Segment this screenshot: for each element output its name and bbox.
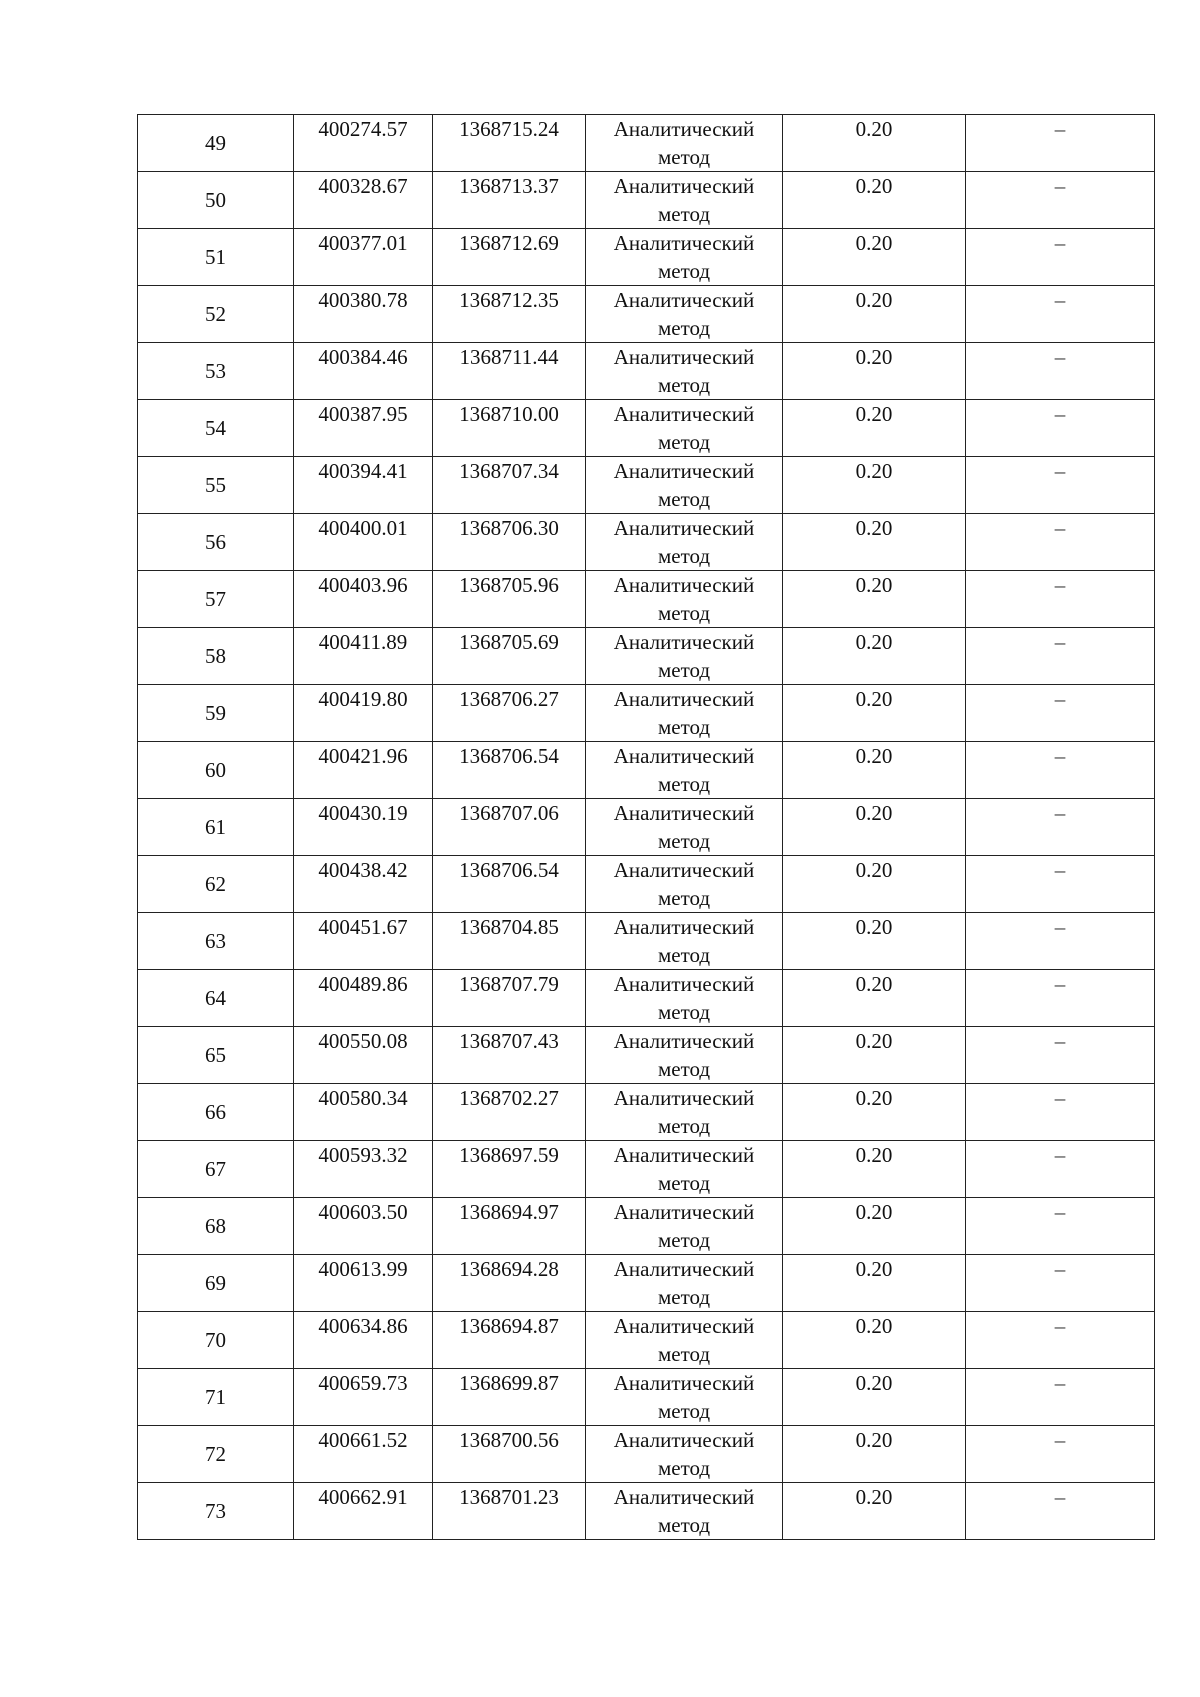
method-line-1: Аналитический [613, 1371, 755, 1395]
point-number-cell: 68 [138, 1198, 294, 1255]
coordinate-x-cell: 400662.91 [294, 1483, 433, 1540]
table-row [138, 1369, 1155, 1426]
method-line-1: Аналитический [613, 1143, 755, 1167]
method-line-2: метод [657, 601, 711, 625]
table-row [138, 514, 1155, 571]
accuracy-cell: 0.20 [783, 571, 966, 628]
table-row [138, 1084, 1155, 1141]
method-cell [586, 1027, 783, 1084]
method-line-2: метод [657, 1057, 711, 1081]
accuracy-cell: 0.20 [783, 1198, 966, 1255]
method-line-1: Аналитический [613, 630, 755, 654]
method-cell [586, 115, 783, 172]
method-line-2: метод [657, 829, 711, 853]
coordinate-x-cell: 400377.01 [294, 229, 433, 286]
note-cell: – [966, 343, 1155, 400]
coordinate-x-cell: 400593.32 [294, 1141, 433, 1198]
accuracy-cell: 0.20 [783, 1141, 966, 1198]
coordinate-y-cell: 1368712.69 [433, 229, 586, 286]
coordinates-table [137, 114, 1155, 1540]
method-line-2: метод [657, 373, 711, 397]
coordinate-y-cell: 1368712.35 [433, 286, 586, 343]
point-number-cell: 56 [138, 514, 294, 571]
coordinate-y-cell: 1368701.23 [433, 1483, 586, 1540]
method-line-2: метод [657, 259, 711, 283]
method-line-1: Аналитический [613, 858, 755, 882]
point-number-cell: 67 [138, 1141, 294, 1198]
accuracy-cell: 0.20 [783, 1084, 966, 1141]
accuracy-cell: 0.20 [783, 1426, 966, 1483]
note-cell: – [966, 1255, 1155, 1312]
point-number-cell: 49 [138, 115, 294, 172]
point-number-cell: 55 [138, 457, 294, 514]
table-row [138, 1312, 1155, 1369]
method-cell [586, 685, 783, 742]
table-row [138, 115, 1155, 172]
coordinate-y-cell: 1368699.87 [433, 1369, 586, 1426]
table-row [138, 457, 1155, 514]
method-line-2: метод [657, 487, 711, 511]
method-line-1: Аналитический [613, 231, 755, 255]
method-cell [586, 970, 783, 1027]
method-cell [586, 457, 783, 514]
coordinate-x-cell: 400411.89 [294, 628, 433, 685]
method-line-1: Аналитический [613, 1257, 755, 1281]
coordinate-x-cell: 400634.86 [294, 1312, 433, 1369]
method-line-1: Аналитический [613, 972, 755, 996]
coordinate-x-cell: 400550.08 [294, 1027, 433, 1084]
method-line-1: Аналитический [613, 1428, 755, 1452]
coordinate-y-cell: 1368711.44 [433, 343, 586, 400]
coordinate-x-cell: 400380.78 [294, 286, 433, 343]
method-line-2: метод [657, 772, 711, 796]
accuracy-cell: 0.20 [783, 685, 966, 742]
method-line-2: метод [657, 886, 711, 910]
note-cell: – [966, 1027, 1155, 1084]
table-row [138, 742, 1155, 799]
accuracy-cell: 0.20 [783, 1255, 966, 1312]
point-number-cell: 65 [138, 1027, 294, 1084]
method-cell [586, 1312, 783, 1369]
accuracy-cell: 0.20 [783, 913, 966, 970]
point-number-cell: 57 [138, 571, 294, 628]
note-cell: – [966, 1198, 1155, 1255]
table-row [138, 400, 1155, 457]
method-cell [586, 400, 783, 457]
accuracy-cell: 0.20 [783, 1369, 966, 1426]
method-line-1: Аналитический [613, 915, 755, 939]
method-cell [586, 1426, 783, 1483]
table-row [138, 970, 1155, 1027]
accuracy-cell: 0.20 [783, 856, 966, 913]
coordinate-y-cell: 1368707.06 [433, 799, 586, 856]
table-row [138, 172, 1155, 229]
method-line-1: Аналитический [613, 744, 755, 768]
point-number-cell: 61 [138, 799, 294, 856]
point-number-cell: 53 [138, 343, 294, 400]
method-line-1: Аналитический [613, 345, 755, 369]
method-cell [586, 913, 783, 970]
method-cell [586, 742, 783, 799]
point-number-cell: 70 [138, 1312, 294, 1369]
method-line-2: метод [657, 316, 711, 340]
table-row [138, 286, 1155, 343]
coordinate-y-cell: 1368697.59 [433, 1141, 586, 1198]
method-cell [586, 856, 783, 913]
method-line-2: метод [657, 1171, 711, 1195]
coordinate-y-cell: 1368694.87 [433, 1312, 586, 1369]
point-number-cell: 51 [138, 229, 294, 286]
table-row [138, 913, 1155, 970]
coordinate-y-cell: 1368694.28 [433, 1255, 586, 1312]
coordinate-x-cell: 400328.67 [294, 172, 433, 229]
table-row [138, 1255, 1155, 1312]
note-cell: – [966, 400, 1155, 457]
point-number-cell: 73 [138, 1483, 294, 1540]
table-row [138, 799, 1155, 856]
method-cell [586, 1483, 783, 1540]
method-line-2: метод [657, 202, 711, 226]
method-line-1: Аналитический [613, 687, 755, 711]
note-cell: – [966, 172, 1155, 229]
table-row [138, 856, 1155, 913]
method-cell [586, 1369, 783, 1426]
coordinate-y-cell: 1368707.79 [433, 970, 586, 1027]
coordinates-table-body [138, 115, 1155, 1540]
method-line-2: метод [657, 1456, 711, 1480]
coordinate-x-cell: 400400.01 [294, 514, 433, 571]
method-line-2: метод [657, 658, 711, 682]
method-cell [586, 1141, 783, 1198]
point-number-cell: 60 [138, 742, 294, 799]
accuracy-cell: 0.20 [783, 115, 966, 172]
coordinate-x-cell: 400419.80 [294, 685, 433, 742]
coordinate-x-cell: 400274.57 [294, 115, 433, 172]
note-cell: – [966, 286, 1155, 343]
method-cell [586, 514, 783, 571]
coordinate-y-cell: 1368702.27 [433, 1084, 586, 1141]
coordinate-x-cell: 400661.52 [294, 1426, 433, 1483]
method-cell [586, 286, 783, 343]
method-cell [586, 343, 783, 400]
note-cell: – [966, 229, 1155, 286]
note-cell: – [966, 1483, 1155, 1540]
point-number-cell: 59 [138, 685, 294, 742]
method-line-2: метод [657, 1114, 711, 1138]
coordinate-x-cell: 400603.50 [294, 1198, 433, 1255]
method-line-2: метод [657, 1513, 711, 1537]
coordinate-y-cell: 1368710.00 [433, 400, 586, 457]
table-row [138, 1426, 1155, 1483]
method-line-1: Аналитический [613, 573, 755, 597]
method-line-2: метод [657, 430, 711, 454]
coordinate-y-cell: 1368694.97 [433, 1198, 586, 1255]
note-cell: – [966, 571, 1155, 628]
note-cell: – [966, 1426, 1155, 1483]
note-cell: – [966, 115, 1155, 172]
method-cell [586, 1084, 783, 1141]
accuracy-cell: 0.20 [783, 970, 966, 1027]
accuracy-cell: 0.20 [783, 742, 966, 799]
method-line-1: Аналитический [613, 1200, 755, 1224]
method-cell [586, 571, 783, 628]
method-cell [586, 1255, 783, 1312]
method-cell [586, 229, 783, 286]
coordinate-y-cell: 1368706.54 [433, 856, 586, 913]
accuracy-cell: 0.20 [783, 799, 966, 856]
method-line-2: метод [657, 544, 711, 568]
note-cell: – [966, 799, 1155, 856]
coordinate-y-cell: 1368707.43 [433, 1027, 586, 1084]
coordinate-y-cell: 1368704.85 [433, 913, 586, 970]
note-cell: – [966, 856, 1155, 913]
method-line-2: метод [657, 1000, 711, 1024]
coordinate-y-cell: 1368700.56 [433, 1426, 586, 1483]
method-line-2: метод [657, 145, 711, 169]
note-cell: – [966, 457, 1155, 514]
table-row [138, 1198, 1155, 1255]
accuracy-cell: 0.20 [783, 1483, 966, 1540]
coordinate-y-cell: 1368713.37 [433, 172, 586, 229]
method-cell [586, 799, 783, 856]
method-line-1: Аналитический [613, 801, 755, 825]
coordinate-x-cell: 400387.95 [294, 400, 433, 457]
coordinate-y-cell: 1368707.34 [433, 457, 586, 514]
method-cell [586, 628, 783, 685]
point-number-cell: 71 [138, 1369, 294, 1426]
coordinate-x-cell: 400430.19 [294, 799, 433, 856]
note-cell: – [966, 628, 1155, 685]
coordinate-y-cell: 1368706.54 [433, 742, 586, 799]
method-line-1: Аналитический [613, 288, 755, 312]
note-cell: – [966, 685, 1155, 742]
coordinate-x-cell: 400403.96 [294, 571, 433, 628]
note-cell: – [966, 514, 1155, 571]
coordinate-y-cell: 1368706.30 [433, 514, 586, 571]
coordinate-x-cell: 400489.86 [294, 970, 433, 1027]
table-row [138, 1483, 1155, 1540]
accuracy-cell: 0.20 [783, 343, 966, 400]
method-cell [586, 172, 783, 229]
coordinate-y-cell: 1368705.69 [433, 628, 586, 685]
table-row [138, 685, 1155, 742]
point-number-cell: 69 [138, 1255, 294, 1312]
method-line-2: метод [657, 943, 711, 967]
point-number-cell: 64 [138, 970, 294, 1027]
method-cell [586, 1198, 783, 1255]
accuracy-cell: 0.20 [783, 229, 966, 286]
accuracy-cell: 0.20 [783, 457, 966, 514]
coordinate-y-cell: 1368706.27 [433, 685, 586, 742]
method-line-1: Аналитический [613, 1086, 755, 1110]
note-cell: – [966, 742, 1155, 799]
method-line-1: Аналитический [613, 516, 755, 540]
note-cell: – [966, 1369, 1155, 1426]
table-row [138, 1027, 1155, 1084]
point-number-cell: 54 [138, 400, 294, 457]
point-number-cell: 66 [138, 1084, 294, 1141]
table-row [138, 343, 1155, 400]
note-cell: – [966, 970, 1155, 1027]
coordinate-y-cell: 1368715.24 [433, 115, 586, 172]
accuracy-cell: 0.20 [783, 286, 966, 343]
method-line-1: Аналитический [613, 1029, 755, 1053]
point-number-cell: 52 [138, 286, 294, 343]
method-line-2: метод [657, 1342, 711, 1366]
method-line-2: метод [657, 1285, 711, 1309]
method-line-1: Аналитический [613, 174, 755, 198]
table-row [138, 229, 1155, 286]
method-line-1: Аналитический [613, 1485, 755, 1509]
accuracy-cell: 0.20 [783, 1027, 966, 1084]
point-number-cell: 72 [138, 1426, 294, 1483]
point-number-cell: 58 [138, 628, 294, 685]
note-cell: – [966, 1141, 1155, 1198]
accuracy-cell: 0.20 [783, 514, 966, 571]
table-row [138, 628, 1155, 685]
method-line-2: метод [657, 715, 711, 739]
coordinate-x-cell: 400421.96 [294, 742, 433, 799]
point-number-cell: 63 [138, 913, 294, 970]
note-cell: – [966, 913, 1155, 970]
point-number-cell: 50 [138, 172, 294, 229]
method-line-2: метод [657, 1399, 711, 1423]
coordinate-x-cell: 400580.34 [294, 1084, 433, 1141]
accuracy-cell: 0.20 [783, 628, 966, 685]
coordinate-y-cell: 1368705.96 [433, 571, 586, 628]
method-line-1: Аналитический [613, 459, 755, 483]
note-cell: – [966, 1084, 1155, 1141]
coordinate-x-cell: 400451.67 [294, 913, 433, 970]
method-line-2: метод [657, 1228, 711, 1252]
coordinate-x-cell: 400613.99 [294, 1255, 433, 1312]
accuracy-cell: 0.20 [783, 172, 966, 229]
point-number-cell: 62 [138, 856, 294, 913]
coordinate-x-cell: 400659.73 [294, 1369, 433, 1426]
note-cell: – [966, 1312, 1155, 1369]
method-line-1: Аналитический [613, 117, 755, 141]
table-row [138, 1141, 1155, 1198]
coordinate-x-cell: 400438.42 [294, 856, 433, 913]
table-row [138, 571, 1155, 628]
accuracy-cell: 0.20 [783, 1312, 966, 1369]
coordinate-x-cell: 400384.46 [294, 343, 433, 400]
method-line-1: Аналитический [613, 402, 755, 426]
coordinate-x-cell: 400394.41 [294, 457, 433, 514]
method-line-1: Аналитический [613, 1314, 755, 1338]
accuracy-cell: 0.20 [783, 400, 966, 457]
